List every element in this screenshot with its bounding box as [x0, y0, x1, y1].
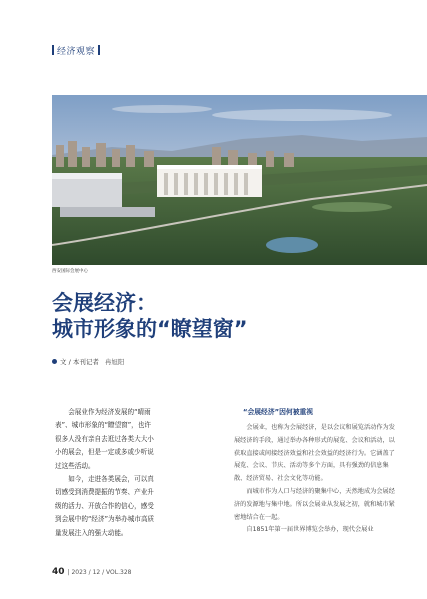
page-number: 40 — [52, 567, 65, 577]
lead-paragraph: 如今，走进各类展会，可以真切感受到消费提振的节奏、产业升级的活力、开放合作的信心，感受到会展中的“经济”为举办城市高质量发展注入的强大动能。 — [55, 475, 155, 537]
byline-label: 文 / 本刊记者 — [60, 358, 99, 366]
section-subheading: “会展经济”因何被重视 — [243, 408, 314, 416]
section-tag — [52, 44, 100, 57]
article-title-line-2: 城市形象的“瞭望窗” — [52, 317, 248, 341]
issue-info: | 2023 / 12 / VOL.328 — [67, 569, 132, 576]
bullet-icon — [52, 359, 57, 364]
lead-paragraph: 会展业作为经济发展的“晴雨表”、城市形象的“瞭望窗”，也许很多人没有亲自去逛过各类大大小小的展会，但是一定或多或少听说过这些活动。 — [55, 408, 154, 470]
section-label: 经济观察 — [57, 47, 96, 57]
lead-paragraphs — [55, 406, 157, 540]
body-text — [234, 422, 397, 537]
page-footer — [52, 567, 131, 577]
photo-caption: 西安国际会展中心 — [52, 269, 88, 274]
body-paragraph: 会展业，也称为会展经济，是以会议和展览活动作为发展经济的手段，通过举办各种形式的展览、会议和活动，以获取直接或间接经济效益和社会效益的经济行为。它涵盖了展览、会议、节庆、活动等多个方面，具有强劲的信息集散、经济贸易、社会文化等功能。 — [234, 424, 395, 483]
byline — [52, 357, 124, 366]
exhibition-center-photo — [52, 95, 427, 265]
byline-author: 冉旭阳 — [104, 358, 125, 366]
body-paragraph: 而城市作为人口与经济的聚集中心，天然地成为会展经济的发源地与集中地。所以会展业从发展之初，就和城市紧密地结合在一起。 — [234, 487, 395, 521]
article-title-line-1: 会展经济： — [52, 291, 157, 315]
body-paragraph: 自1851年第一届世界博览会举办，现代会展业 — [246, 526, 374, 534]
